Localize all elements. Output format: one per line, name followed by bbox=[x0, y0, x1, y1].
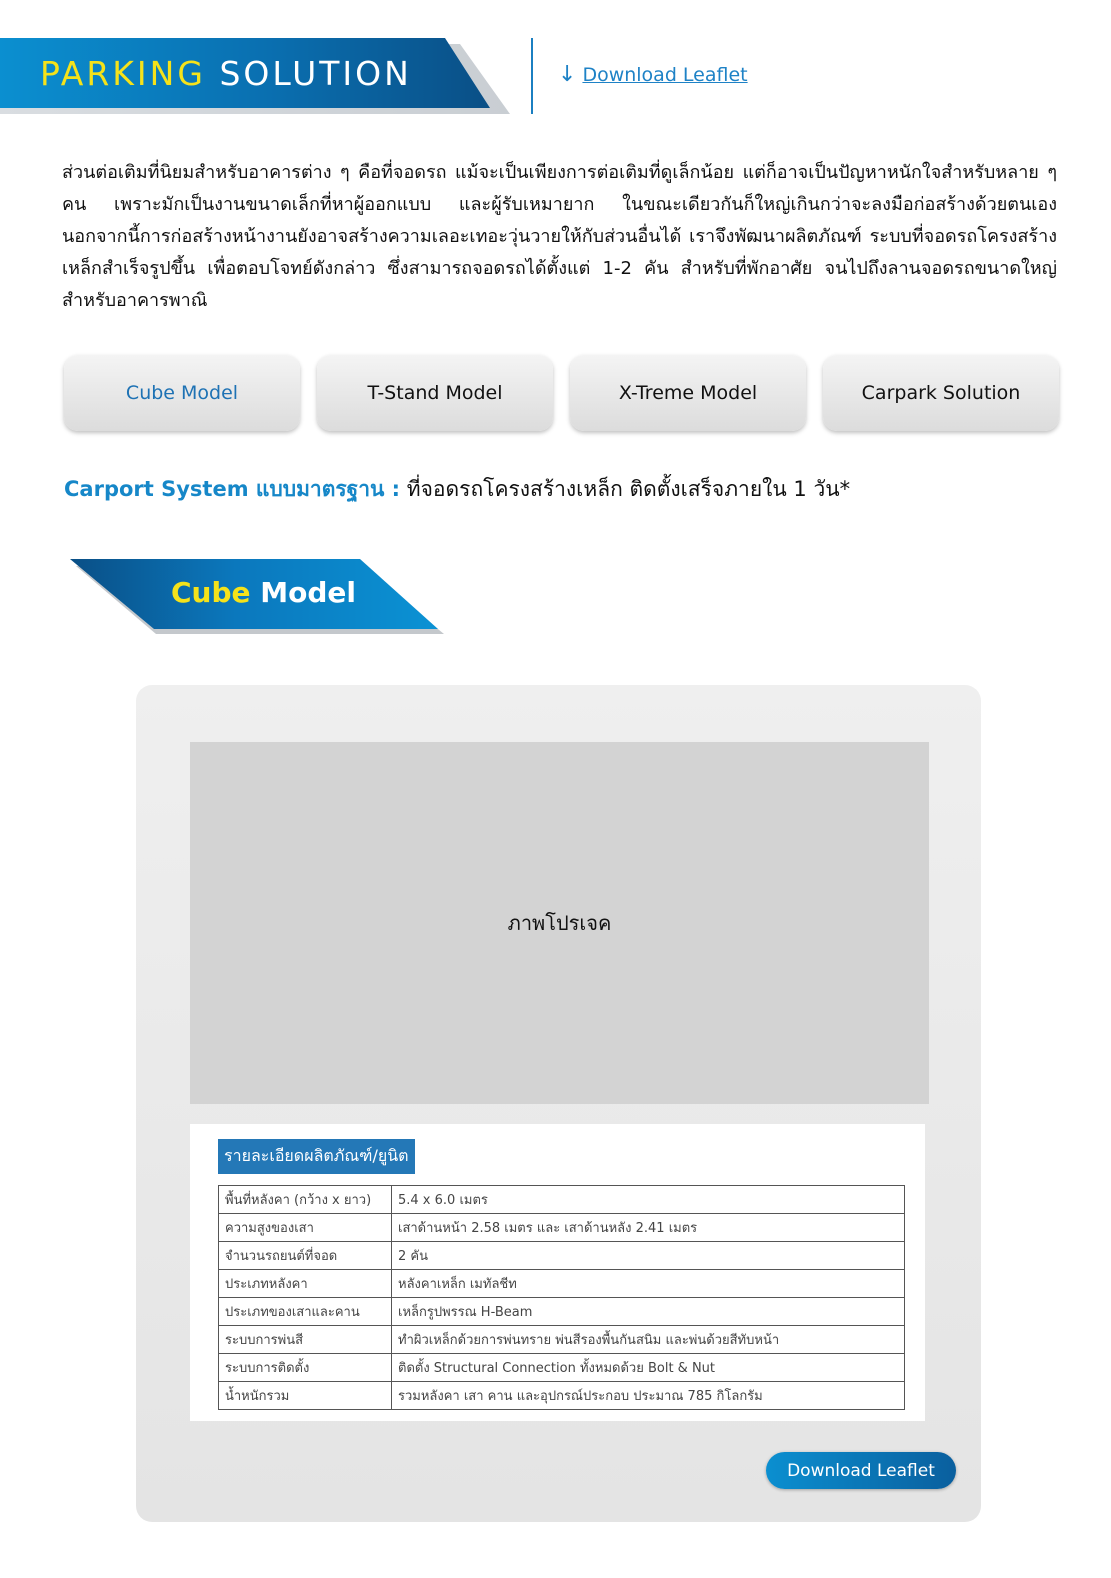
spec-key: ประเภทของเสาและคาน bbox=[219, 1298, 392, 1326]
page-title-accent: PARKING bbox=[40, 54, 206, 93]
spec-key: พื้นที่หลังคา (กว้าง x ยาว) bbox=[219, 1186, 392, 1214]
spec-key: น้ำหนักรวม bbox=[219, 1382, 392, 1410]
download-leaflet-link[interactable] bbox=[558, 64, 748, 86]
page-title bbox=[40, 54, 412, 93]
header-divider bbox=[531, 38, 533, 114]
spec-value: เสาด้านหน้า 2.58 เมตร และ เสาด้านหลัง 2.41 เมตร bbox=[392, 1214, 905, 1242]
spec-value: ติดตั้ง Structural Connection ทั้งหมดด้วย Bolt & Nut bbox=[392, 1354, 905, 1382]
page-title-rest: SOLUTION bbox=[219, 54, 412, 93]
tab-carpark-solution[interactable]: Carpark Solution bbox=[823, 355, 1059, 431]
intro-paragraph: ส่วนต่อเติมที่นิยมสำหรับอาคารต่าง ๆ คือที่จอดรถ แม้จะเป็นเพียงการต่อเติมที่ดูเล็กน้อย แต่ก็อาจเป็นปัญหาหนักใจสำหรับหลาย ๆ คน เพราะมักเป็นงานขนาดเล็กที่หาผู้ออกแบบ และผู้รับเหมายาก ในขณะเดียวกันก็ใหญ่เกินกว่าจะลงมือก่อสร้างด้วยตนเอง นอกจากนี้การก่อสร้างหน้างานยังอาจสร้างความเลอะเทอะวุ่นวายให้กับส่วนอื่นได้ เราจึงพัฒนาผลิตภัณฑ์ ระบบที่จอดรถโครงสร้างเหล็กสำเร็จรูปขึ้น เพื่อตอบโจทย์ดังกล่าว ซึ่งสามารถจอดรถได้ตั้งแต่ 1-2 คัน สำหรับที่พักอาศัย จนไปถึงลานจอดรถขนาดใหญ่สำหรับอาคารพาณิ bbox=[62, 162, 1057, 311]
spec-key: ระบบการพ่นสี bbox=[219, 1326, 392, 1354]
table-row bbox=[219, 1382, 905, 1410]
carport-heading-lead: Carport System แบบมาตรฐาน : bbox=[64, 477, 401, 501]
table-row bbox=[219, 1242, 905, 1270]
table-row bbox=[219, 1326, 905, 1354]
tab-cube-model[interactable]: Cube Model bbox=[64, 355, 300, 431]
download-leaflet-button[interactable]: Download Leaflet bbox=[766, 1452, 956, 1489]
spec-value: 5.4 x 6.0 เมตร bbox=[392, 1186, 905, 1214]
table-row bbox=[219, 1270, 905, 1298]
spec-value: 2 คัน bbox=[392, 1242, 905, 1270]
project-image-label: ภาพโปรเจค bbox=[507, 911, 612, 935]
section-title-accent: Cube bbox=[171, 576, 251, 609]
table-row bbox=[219, 1214, 905, 1242]
spec-table bbox=[218, 1185, 905, 1410]
spec-key: ประเภทหลังคา bbox=[219, 1270, 392, 1298]
spec-key: จำนวนรถยนต์ที่จอด bbox=[219, 1242, 392, 1270]
spec-value: ทำผิวเหล็กด้วยการพ่นทราย พ่นสีรองพื้นกันสนิม และพ่นด้วยสีทับหน้า bbox=[392, 1326, 905, 1354]
spec-value: เหล็กรูปพรรณ H-Beam bbox=[392, 1298, 905, 1326]
spec-value: หลังคาเหล็ก เมทัลชีท bbox=[392, 1270, 905, 1298]
spec-title: รายละเอียดผลิตภัณฑ์/ยูนิต bbox=[218, 1139, 415, 1174]
spec-key: ระบบการติดตั้ง bbox=[219, 1354, 392, 1382]
model-tabs bbox=[64, 355, 1059, 431]
carport-heading bbox=[64, 473, 850, 506]
section-title-rest: Model bbox=[260, 576, 356, 609]
tab-x-treme-model[interactable]: X-Treme Model bbox=[570, 355, 806, 431]
arrow-down-icon: ↓ bbox=[558, 62, 577, 87]
tab-t-stand-model[interactable]: T-Stand Model bbox=[317, 355, 553, 431]
spec-key: ความสูงของเสา bbox=[219, 1214, 392, 1242]
spec-value: รวมหลังคา เสา คาน และอุปกรณ์ประกอบ ประมาณ 785 กิโลกรัม bbox=[392, 1382, 905, 1410]
table-row bbox=[219, 1354, 905, 1382]
download-leaflet-link-label: Download Leaflet bbox=[582, 64, 748, 86]
project-image-placeholder bbox=[190, 742, 929, 1104]
section-title bbox=[171, 576, 356, 609]
table-row bbox=[219, 1186, 905, 1214]
carport-heading-rest: ที่จอดรถโครงสร้างเหล็ก ติดตั้งเสร็จภายใน 1 วัน* bbox=[406, 477, 851, 501]
table-row bbox=[219, 1298, 905, 1326]
